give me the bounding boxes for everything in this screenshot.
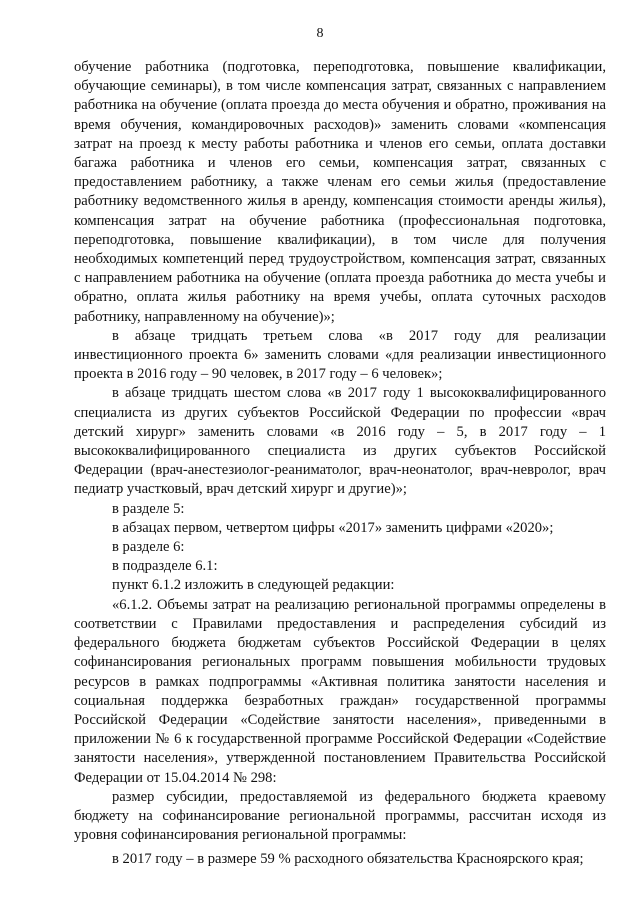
paragraph-subsection-6-1: в подразделе 6.1: — [112, 558, 218, 575]
paragraph-item-6-1-2: «6.1.2. Объемы затрат на реализацию региональной программы определены в соответствии с Правилами предоставления и распределения субсидий из федерального бюджета бюджетам субъектов Российской Федерации в целях софинансирования региональных программ повышения мобильности трудовых ресурсов в рамках подпрограммы «Активная политика занятости населения и социальная поддержка безработных граждан» государственной программы Российской Федерации «Содействие занятости населения», приведенными в приложении № 6 к государственной программе Российской Федерации «Содействие занятости населения», утвержденной постановлением Правительства Российской Федерации от 15.04.2014 № 298: — [74, 596, 606, 786]
paragraph-subsidy-size: размер субсидии, предоставляемой из федерального бюджета краевому бюджету на софинансирование региональной программы, рассчитан исходя из уровня софинансирования региональной программы: — [74, 788, 606, 844]
page-number: 8 — [316, 26, 324, 41]
paragraph-compensation-clause: обучение работника (подготовка, переподготовка, повышение квалификации, обучающие семинары), в том числе компенсация затрат, связанных с направлением работника на обучение (оплата проезда до места обучения и обратно, проживания на время обучения, командировочных расходов)» заменить словами «компенсация затрат на проезд к месту работы работника и членов его семьи, оплата доставки багажа работника и членов его семьи, компенсация затрат, связанных с предоставлением работнику, а также членам его семьи жилья (предоставление работнику ведомственного жилья в аренду, компенсация стоимости аренды жилья), компенсация затрат на обучение работника (профессиональная подготовка, переподготовка, повышение квалификации), в том числе для получения необходимых компетенций перед трудоустройством, компенсация затрат, связанных с направлением работника на обучение (оплата проезда работника до места учебы и обратно, оплата жилья работнику на время учебы, оплата суточных расходов работнику, направленному на обучение)»; — [74, 59, 606, 325]
paragraph-item-6-1-2-intro: пункт 6.1.2 изложить в следующей редакции: — [112, 577, 395, 594]
paragraph-2017-share: в 2017 году – в размере 59 % расходного обязательства Красноярского края; — [112, 851, 584, 868]
paragraph-section-6: в разделе 6: — [112, 539, 185, 556]
paragraph-section-5: в разделе 5: — [112, 500, 185, 517]
paragraph-thirty-sixth: в абзаце тридцать шестом слова «в 2017 году 1 высококвалифицированного специалиста из других субъектов Российской Федерации по профессии «врач детский хирург» заменить словами «в 2016 году – 5, в 2017 году – 1 высококвалифицированного специалиста из других субъектов Российской Федерации (врач-анестезиолог-реаниматолог, врач-неонатолог, врач-невролог, врач педиатр участковый, врач детский хирург и другие)»; — [74, 385, 606, 498]
paragraph-digits-replacement: в абзацах первом, четвертом цифры «2017» заменить цифрами «2020»; — [112, 519, 554, 536]
paragraph-thirty-third: в абзаце тридцать третьем слова «в 2017 году для реализации инвестиционного проекта 6» заменить словами «для реализации инвестиционного проекта в 2016 году – 90 человек, в 2017 году – 6 человек»; — [74, 327, 606, 383]
document-body — [74, 58, 606, 870]
